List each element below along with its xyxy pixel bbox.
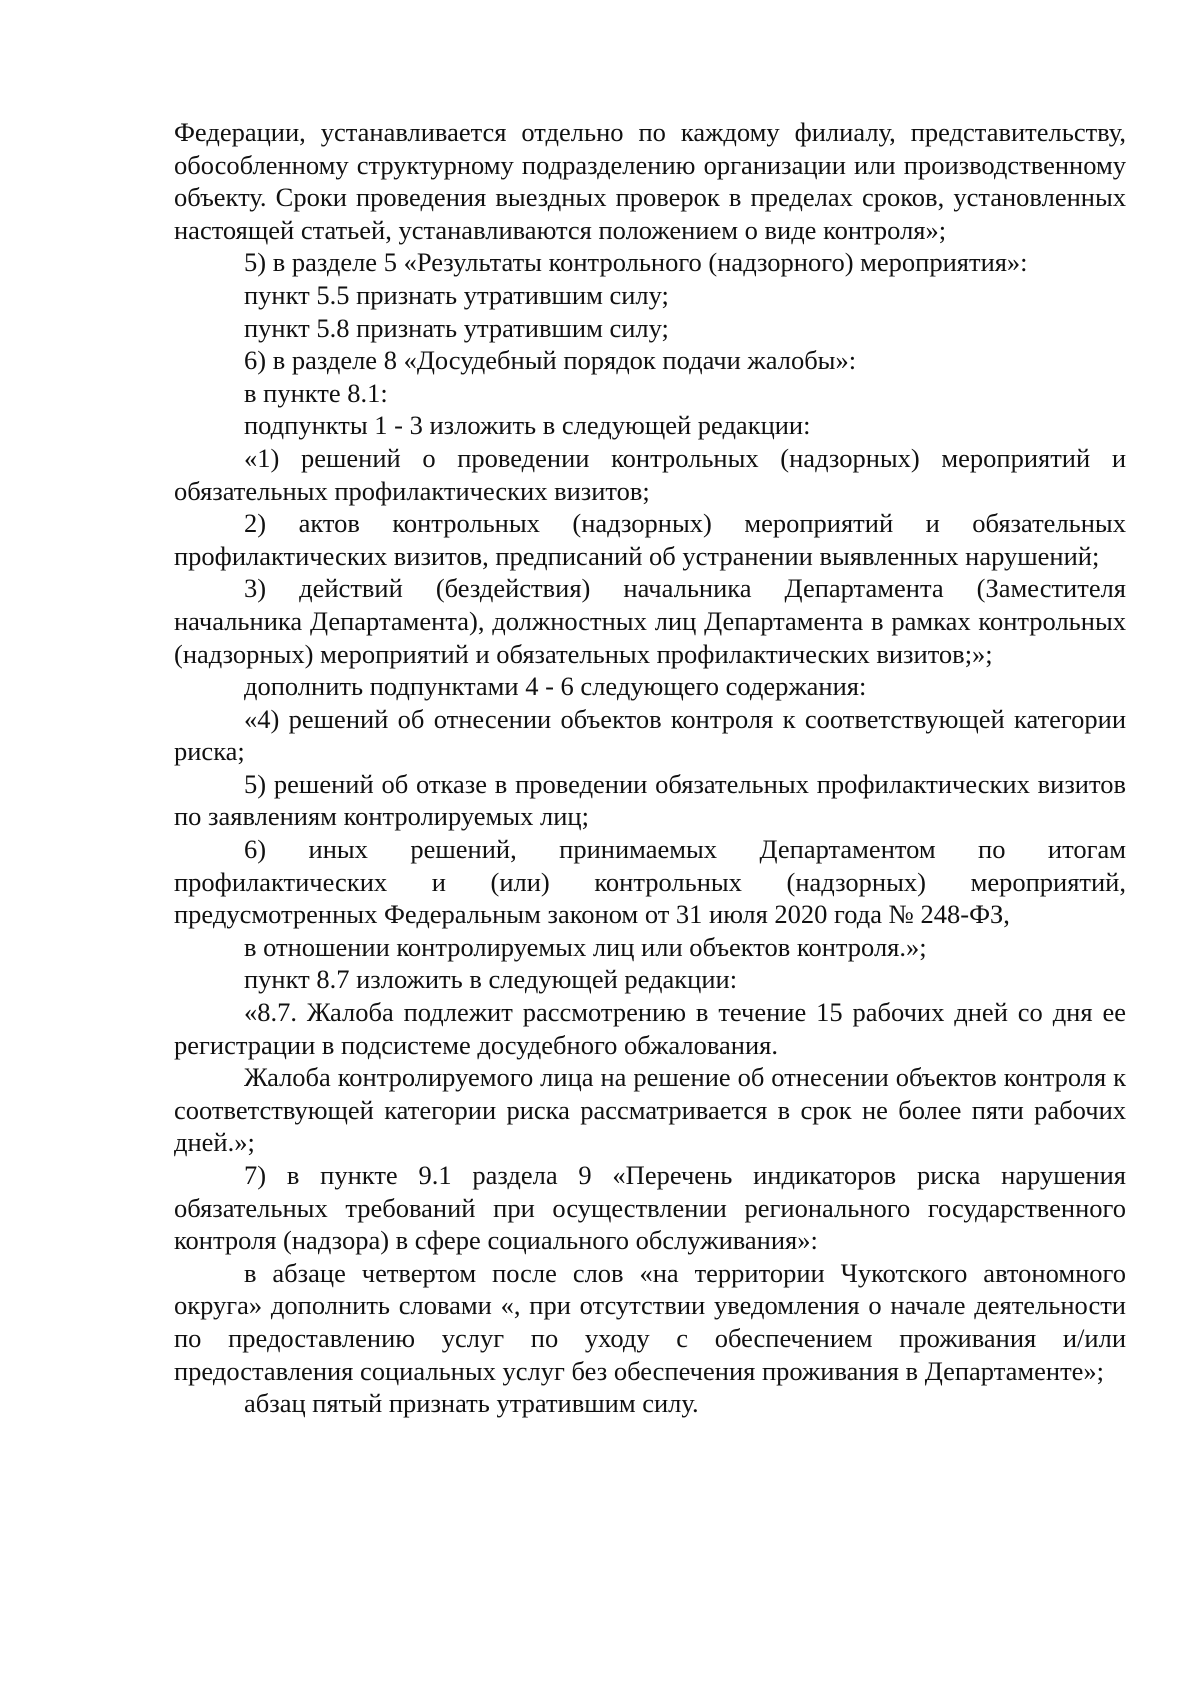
paragraph-subitem-4: «4) решений об отнесении объектов контроля к соответствующей категории риска;	[174, 703, 1126, 767]
paragraph-item-6: 6) в разделе 8 «Досудебный порядок подачи жалобы»:	[244, 345, 857, 376]
paragraph-fourth-abzac: в абзаце четвертом после слов «на территории Чукотского автономного округа» дополнить словами «, при отсутствии уведомления о начале деятельности по предоставлению услуг по уходу с обеспечением проживания и/или предоставления социальных услуг без обеспечения проживания в Департаменте»;	[174, 1257, 1126, 1386]
paragraph-item-5: 5) в разделе 5 «Результаты контрольного (надзорного) мероприятия»:	[244, 247, 1028, 278]
paragraph-item-8-7-text: «8.7. Жалоба подлежит рассмотрению в течение 15 рабочих дней со дня ее регистрации в подсистеме досудебного обжалования.	[174, 997, 1126, 1060]
paragraph-item-8-7: пункт 8.7 изложить в следующей редакции:	[244, 964, 738, 995]
paragraph-subitem-6: 6) иных решений, принимаемых Департаментом по итогам профилактических и (или) контрольных (надзорных) мероприятий, предусмотренных Федеральным законом от 31 июля 2020 года № 248-ФЗ,	[174, 834, 1126, 930]
paragraph-subitem-3: 3) действий (бездействия) начальника Департамента (Заместителя начальника Департамента), должностных лиц Департамента в рамках контрольных (надзорных) мероприятий и обязательных профилактических визитов;»;	[174, 573, 1126, 669]
paragraph-item-5-8: пункт 5.8 признать утратившим силу;	[244, 312, 669, 343]
paragraph-subitem-6-cont: в отношении контролируемых лиц или объектов контроля.»;	[244, 931, 927, 962]
paragraph-complaint-term: Жалоба контролируемого лица на решение об отнесении объектов контроля к соответствующей категории риска рассматривается в срок не более пяти рабочих дней.»;	[174, 1062, 1126, 1158]
paragraph-item-7: 7) в пункте 9.1 раздела 9 «Перечень индикаторов риска нарушения обязательных требований при осуществлении регионального государственного контроля (надзора) в сфере социального обслуживания»:	[174, 1160, 1126, 1256]
paragraph-subitem-5: 5) решений об отказе в проведении обязательных профилактических визитов по заявлениям контролируемых лиц;	[174, 768, 1126, 832]
paragraph-item-5-5: пункт 5.5 признать утратившим силу;	[244, 279, 669, 310]
paragraph-subitem-2: 2) актов контрольных (надзорных) мероприятий и обязательных профилактических визитов, предписаний об устранении выявленных нарушений;	[174, 508, 1126, 571]
paragraph-fifth-abzac: абзац пятый признать утратившим силу.	[244, 1388, 699, 1419]
paragraph-subitem-1: «1) решений о проведении контрольных (надзорных) мероприятий и обязательных профилактических визитов;	[174, 442, 1126, 506]
paragraph-subitems-1-3: подпункты 1 - 3 изложить в следующей редакции:	[244, 410, 811, 441]
paragraph-continuation: Федерации, устанавливается отдельно по каждому филиалу, представительству, обособленному структурному подразделению организации или производственному объекту. Сроки проведения выездных проверок в пределах сроков, установленных настоящей статьей, устанавливаются положением о виде контроля»;	[174, 117, 1126, 245]
document-page	[174, 116, 1126, 1420]
paragraph-item-8-1: в пункте 8.1:	[244, 377, 388, 408]
paragraph-subitems-4-6: дополнить подпунктами 4 - 6 следующего содержания:	[244, 671, 867, 702]
